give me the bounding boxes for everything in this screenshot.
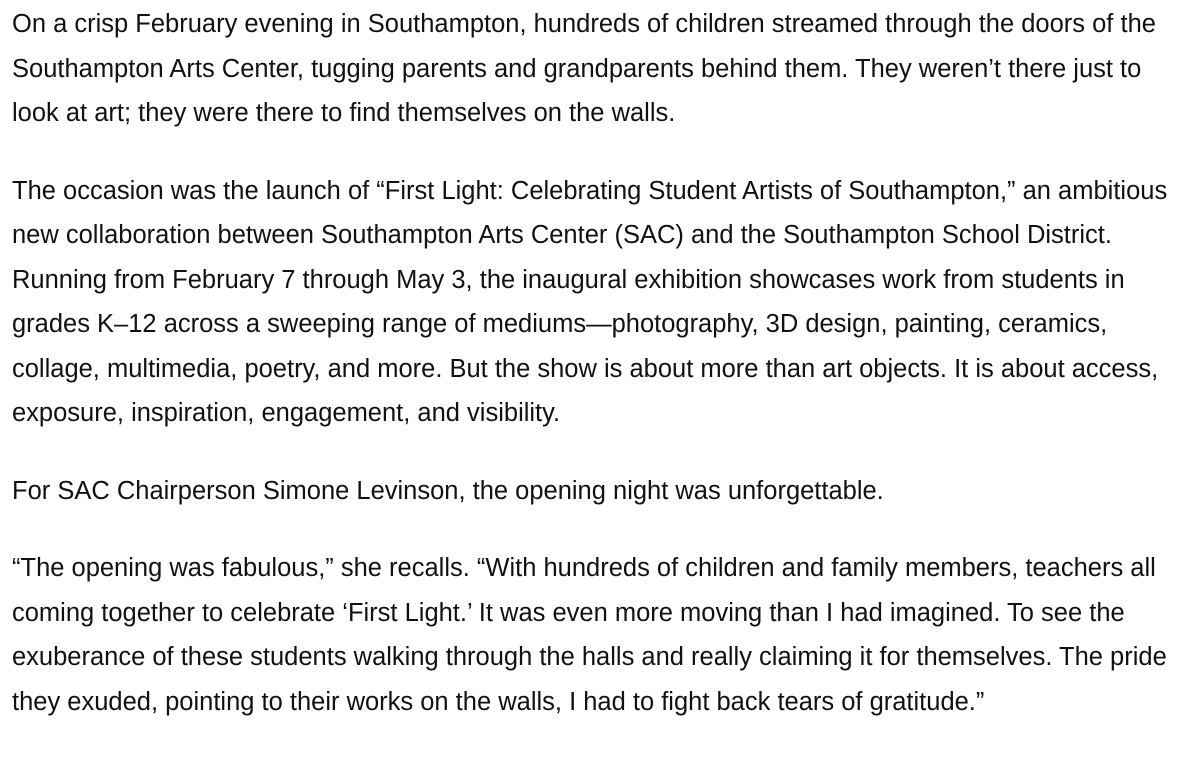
paragraph-intro: On a crisp February evening in Southampton, hundreds of children streamed through the doors of the Southampton Arts Center, tugging parents and grandparents behind them. They weren’t there just to look at art; they were there to find themselves on the walls. [12, 10, 1156, 127]
paragraph-quote: “The opening was fabulous,” she recalls. “With hundreds of children and family members, teachers all coming together to celebrate ‘First Light.’ It was even more moving than I had imagined. To see the exuberance of these students walking through the halls and really claiming it for themselves. The pride they exuded, pointing to their works on the walls, I had to fight back tears of gratitude.” [12, 554, 1167, 716]
paragraph-chairperson: For SAC Chairperson Simone Levinson, the opening night was unforgettable. [12, 476, 884, 505]
paragraph-exhibition: The occasion was the launch of “First Light: Celebrating Student Artists of Southampton,” an ambitious new collaboration between Southampton Arts Center (SAC) and the Southampton School District. Running from February 7 through May 3, the inaugural exhibition showcases work from students in grades K–12 across a sweeping range of mediums—photography, 3D design, painting, ceramics, collage, multimedia, poetry, and more. But the show is about more than art objects. It is about access, exposure, inspiration, engagement, and visibility. [12, 176, 1168, 427]
